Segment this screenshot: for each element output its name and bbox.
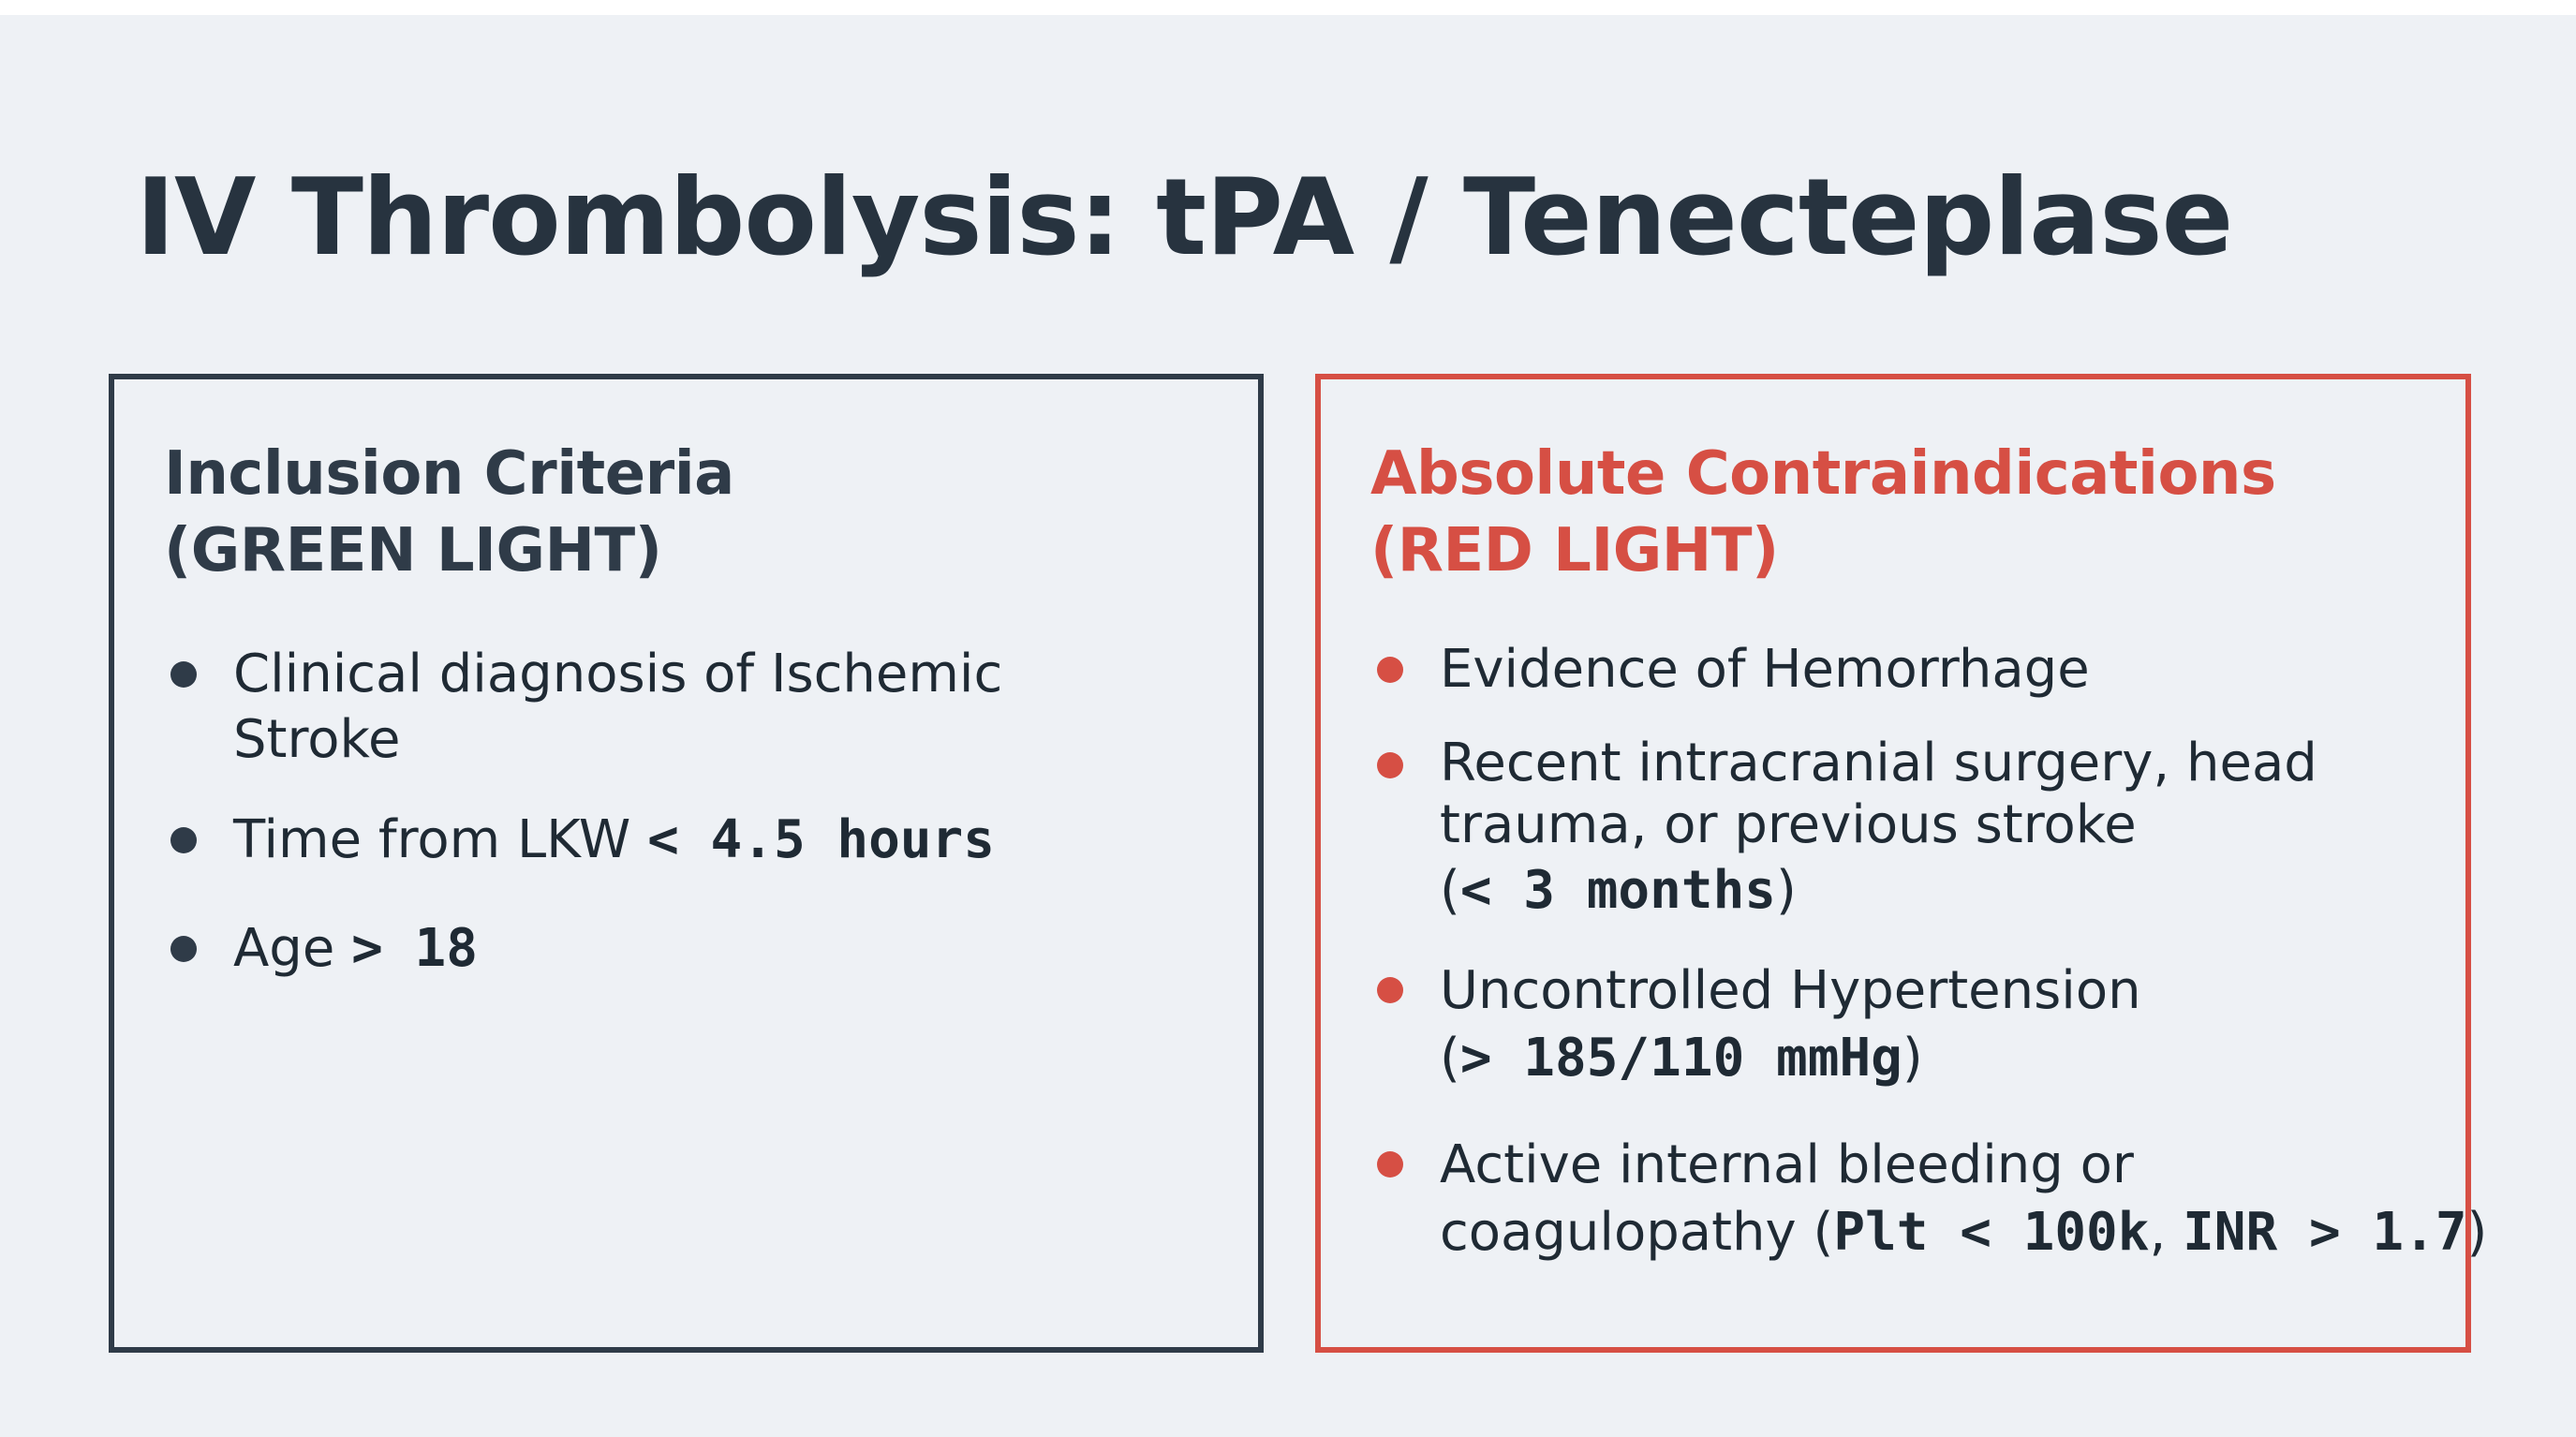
inclusion-item-diagnosis-line2: Stroke <box>233 709 401 770</box>
inclusion-heading-subtitle: (GREEN LIGHT) <box>164 516 662 585</box>
bullet-icon <box>1377 752 1403 778</box>
slide-title: IV Thrombolysis: tPA / Tenecteplase <box>136 156 2233 279</box>
inclusion-item-age-value: > 18 <box>351 918 478 979</box>
contraindication-item-recent-surgery-value: < 3 months <box>1459 860 1777 921</box>
bullet-icon <box>170 936 197 962</box>
contraindication-item-platelet-value: Plt < 100k <box>1833 1202 2150 1263</box>
inclusion-item-diagnosis-line1: Clinical diagnosis of Ischemic <box>233 644 1003 704</box>
inclusion-heading <box>164 436 734 589</box>
inclusion-heading-title: Inclusion Criteria <box>164 439 734 509</box>
inclusion-criteria-panel <box>109 374 1264 1353</box>
inclusion-item-age-label: Age <box>233 918 352 979</box>
bullet-icon <box>1377 977 1403 1003</box>
paren-close: ) <box>2466 1202 2488 1263</box>
paren-close: ) <box>1776 860 1797 921</box>
paren-open: ( <box>1440 1028 1460 1089</box>
contraindication-item-hypertension-line1: Uncontrolled Hypertension <box>1440 960 2141 1021</box>
contraindications-panel <box>1315 374 2488 1353</box>
contraindication-item-hypertension-value: > 185/110 mmHg <box>1459 1028 1902 1089</box>
slide <box>0 15 2576 1437</box>
contraindication-item-recent-surgery-line1: Recent intracranial surgery, head <box>1440 733 2317 793</box>
paren-open: ( <box>1440 860 1460 921</box>
contraindication-item-recent-surgery-line2: trauma, or previous stroke <box>1440 794 2137 855</box>
contraindication-item-inr-value: INR > 1.7 <box>2183 1202 2467 1263</box>
bullet-icon <box>1377 657 1403 683</box>
contraindication-item-bleeding-line1: Active internal bleeding or <box>1440 1134 2134 1195</box>
contraindications-heading <box>1370 436 2276 589</box>
inclusion-item-time-label: Time from LKW <box>233 809 648 870</box>
bullet-icon <box>170 827 197 853</box>
inclusion-item-time-value: < 4.5 hours <box>647 809 995 870</box>
contraindications-heading-subtitle: (RED LIGHT) <box>1370 516 1779 585</box>
contraindications-heading-title: Absolute Contraindications <box>1370 439 2276 509</box>
paren-close: ) <box>1902 1028 1923 1089</box>
bullet-icon <box>1377 1151 1403 1178</box>
contraindication-item-bleeding-prefix: coagulopathy ( <box>1440 1202 1834 1263</box>
contraindication-item-hemorrhage-text: Evidence of Hemorrhage <box>1440 639 2090 700</box>
separator: , <box>2149 1202 2184 1263</box>
bullet-icon <box>170 661 197 688</box>
